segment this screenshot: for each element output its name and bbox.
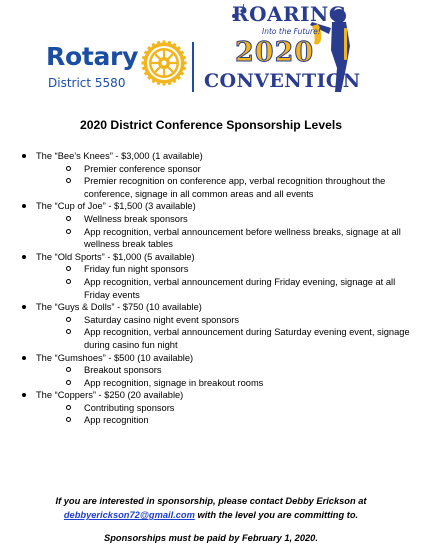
level-item [18,389,416,427]
bullet-icon [22,154,26,158]
level-detail-text: Contributing sponsors [84,402,175,413]
level-detail-text: Wellness break sponsors [84,213,188,224]
level-detail-text: App recognition, signage in breakout rooms [84,377,264,388]
bullet-icon [22,204,26,208]
bullet-icon [22,356,26,360]
level-heading: The “Old Sports” - $1,000 (5 available) [36,251,195,262]
level-detail-text: Premier recognition on conference app, verbal recognition throughout the conference, signage in all common areas and all events [84,176,386,199]
payment-deadline: Sponsorships must be paid by February 1, 2020. [104,533,318,543]
level-detail-text: App recognition, verbal announcement during Friday evening, signage at all Friday events [84,276,396,300]
level-detail-text: Breakout sponsors [84,365,162,376]
level-heading: The “Bee’s Knees” - $3,000 (1 available) [36,151,203,161]
contact-note [0,494,422,522]
bullet-icon [22,255,26,259]
circle-bullet-icon [66,178,71,183]
circle-bullet-icon [66,279,71,284]
level-heading: The “Cup of Joe” - $1,500 (3 available) [36,201,196,212]
level-detail [64,414,416,427]
level-detail [64,326,416,351]
level-detail [64,263,416,276]
level-detail-text: Saturday casino night event sponsors [84,314,240,325]
header [0,0,422,100]
contact-email-link[interactable]: debbyerickson72@gmail.com [63,510,195,520]
convention-word: CONVENTION [204,70,361,92]
level-heading: The “Guys & Dolls” - $750 (10 available) [36,302,202,313]
bullet-icon [22,393,26,397]
circle-bullet-icon [66,166,71,171]
level-detail-text: Premier conference sponsor [84,163,201,174]
level-item [18,251,416,301]
level-detail [64,314,416,327]
rotary-wordmark: Rotary [46,42,139,71]
circle-bullet-icon [66,417,71,422]
level-heading: The “Gumshoes” - $500 (10 available) [36,352,194,363]
level-detail-text: App recognition, verbal announcement before wellness breaks, signage at all wellness break tables [84,226,401,250]
level-detail [64,175,416,200]
level-item [18,200,416,250]
level-detail-text: Friday fun night sponsors [84,264,189,275]
level-detail [64,276,416,301]
circle-bullet-icon [66,229,71,234]
level-detail [64,213,416,226]
level-detail [64,402,416,415]
bullet-icon [22,305,26,309]
convention-roaring: ROARING [232,2,347,26]
circle-bullet-icon [66,317,71,322]
district-label: District 5580 [48,76,126,90]
circle-bullet-icon [66,216,71,221]
convention-year: 2020 [235,37,315,68]
level-detail [64,226,416,251]
header-divider [192,42,194,92]
level-heading: The “Coppers” - $250 (20 available) [36,390,184,401]
contact-line-rest: with the level you are committing to. [194,510,359,520]
page-title: 2020 District Conference Sponsorship Levels [79,118,343,132]
circle-bullet-icon [66,367,71,372]
rotary-wheel-icon [141,40,187,86]
sponsorship-levels [18,150,416,427]
level-detail [64,377,416,390]
circle-bullet-icon [66,266,71,271]
level-item [18,150,416,200]
contact-line: If you are interested in sponsorship, please contact Debby Erickson at [55,496,367,506]
circle-bullet-icon [66,380,71,385]
level-item [18,301,416,351]
circle-bullet-icon [66,329,71,334]
circle-bullet-icon [66,405,71,410]
level-detail [64,163,416,176]
level-detail-text: App recognition [84,415,149,426]
level-detail [64,364,416,377]
level-detail-text: App recognition, verbal announcement during Saturday evening event, signage during casino fun night [84,327,410,350]
convention-tagline: Into the Future! [262,27,321,36]
level-item [18,352,416,390]
